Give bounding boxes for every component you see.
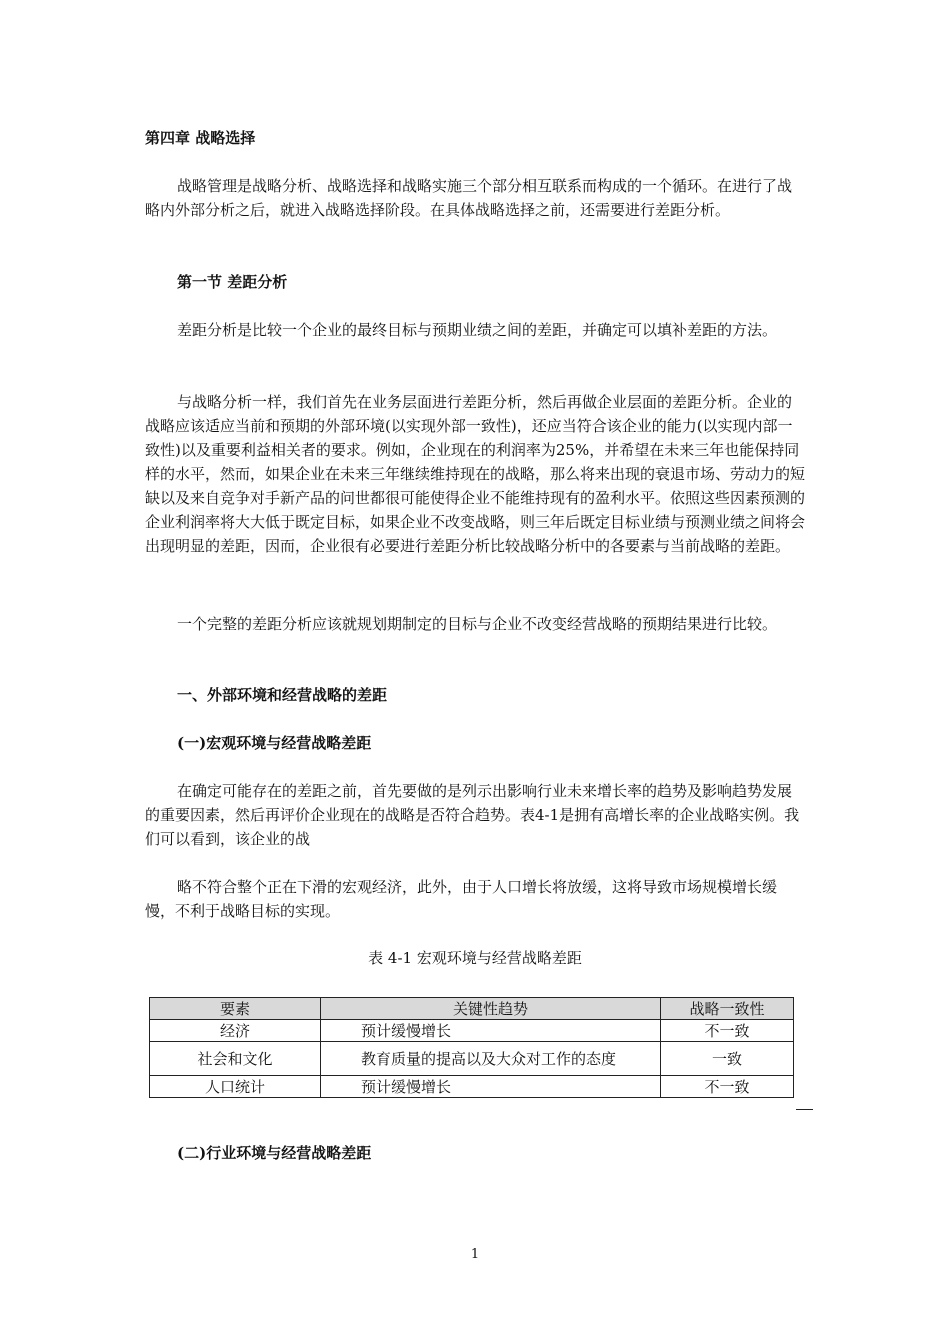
cell-trend: 预计缓慢增长 [321,1076,661,1098]
paragraph-gap-example: 与战略分析一样，我们首先在业务层面进行差距分析，然后再做企业层面的差距分析。企业的战略应该适应当前和预期的外部环境(以实现外部一致性)，还应当符合该企业的能力(以实现内部一致性)以及重要利益相关者的要求。例如，企业现在的利润率为25%，并希望在未来三年也能保持同样的水平，然而，如果企业在未来三年继续维持现在的战略，那么将来出现的衰退市场、劳动力的短缺以及来自竞争对手新产品的问世都很可能使得企业不能维持现有的盈利水平。依照这些因素预测的企业利润率将大大低于既定目标，如果企业不改变战略，则三年后既定目标业绩与预测业绩之间将会出现明显的差距，因而，企业很有必要进行差距分析比较战略分析中的各要素与当前战略的差距。 [145,393,806,555]
heading-industry-environment: (二)行业环境与经营战略差距 [177,1144,372,1162]
header-factor: 要素 [150,998,321,1020]
paragraph-strategy-mismatch: 略不符合整个正在下滑的宏观经济，此外，由于人口增长将放缓，这将导致市场规模增长缓慢，不利于战略目标的实现。 [145,878,778,920]
table-header-row [150,998,794,1020]
cell-trend: 预计缓慢增长 [321,1020,661,1042]
cell-factor: 人口统计 [150,1076,321,1098]
table-row [150,1020,794,1042]
stray-line-mark [796,1109,813,1110]
cell-factor: 经济 [150,1020,321,1042]
paragraph-complete-analysis: 一个完整的差距分析应该就规划期制定的目标与企业不改变经营战略的预期结果进行比较。 [177,615,778,633]
heading-external-environment: 一、外部环境和经营战略的差距 [177,686,388,704]
intro-paragraph: 战略管理是战略分析、战略选择和战略实施三个部分相互联系而构成的一个循环。在进行了战略内外部分析之后，就进入战略选择阶段。在具体战略选择之前，还需要进行差距分析。 [145,177,793,219]
table-row [150,1042,794,1076]
section-title: 第一节 差距分析 [177,273,288,291]
paragraph-trend-analysis: 在确定可能存在的差距之前，首先要做的是列示出影响行业未来增长率的趋势及影响趋势发展的重要因素，然后再评价企业现在的战略是否符合趋势。表4-1是拥有高增长率的企业战略实例。我们可以看到，该企业的战 [145,782,800,848]
page-number: 1 [470,1247,480,1262]
cell-consistency: 一致 [661,1042,794,1076]
header-consistency: 战略一致性 [661,998,794,1020]
chapter-title: 第四章 战略选择 [145,129,256,147]
cell-trend: 教育质量的提高以及大众对工作的态度 [321,1042,661,1076]
macro-environment-table [149,997,794,1098]
heading-macro-environment: (一)宏观环境与经营战略差距 [177,734,372,752]
header-key-trend: 关键性趋势 [321,998,661,1020]
cell-consistency: 不一致 [661,1020,794,1042]
table-row [150,1076,794,1098]
table-caption: 表 4-1 宏观环境与经营战略差距 [368,949,582,967]
paragraph-gap-definition: 差距分析是比较一个企业的最终目标与预期业绩之间的差距，并确定可以填补差距的方法。 [177,321,778,339]
cell-consistency: 不一致 [661,1076,794,1098]
cell-factor: 社会和文化 [150,1042,321,1076]
